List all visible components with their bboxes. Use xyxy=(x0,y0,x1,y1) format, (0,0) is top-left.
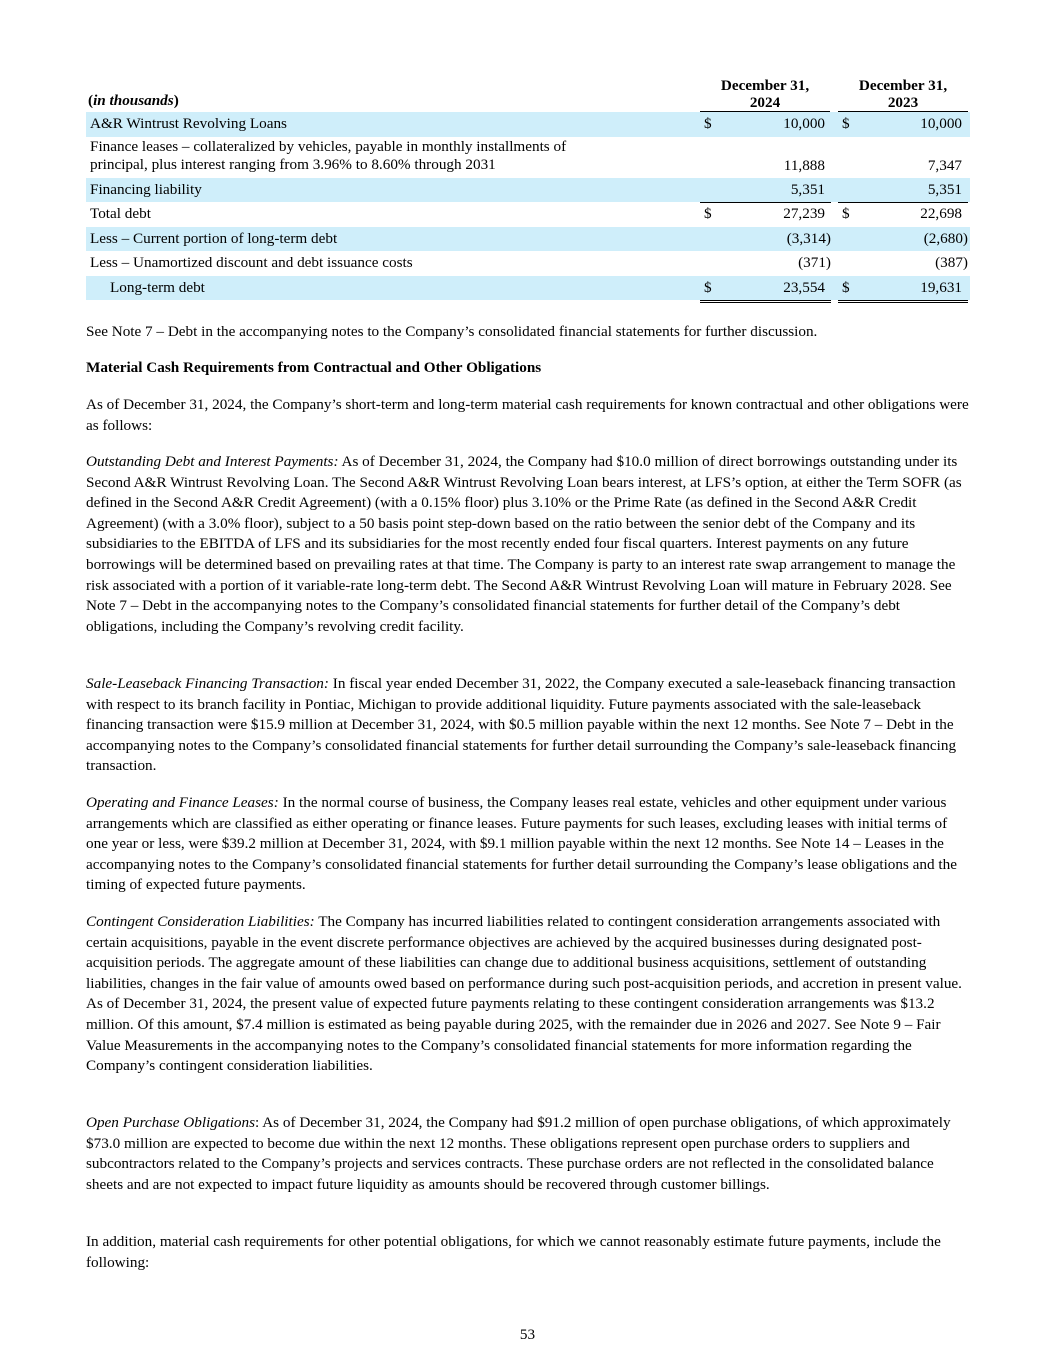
table-row xyxy=(86,178,970,203)
debt-table xyxy=(86,74,970,300)
value-2023: (2,680) xyxy=(923,229,968,247)
col-header-2023: December 31, 2023 xyxy=(838,77,968,112)
row-label: Long-term debt xyxy=(110,278,205,296)
paragraph-open-purchase: Open Purchase Obligations: As of December 31, 2024, the Company had $91.2 million of open purchase obligations, of which approximately $73.0 million are expected to become due within the next 12 months. These obligations represent open purchase orders to suppliers and subcontractors related to the Company’s projects and services contracts. These purchase orders are not reflected in the consolidated balance sheets and are not expected to impact future liquidity as amounts should be recovered through customer billings. xyxy=(86,1114,951,1193)
row-label: Financing liability xyxy=(90,180,202,198)
closing-paragraph: In addition, material cash requirements for other potential obligations, for which we cannot reasonably estimate future payments, include the following: xyxy=(86,1233,941,1271)
row-label: Finance leases – collateralized by vehicles, payable in monthly installments of principal, plus interest ranging from 3.96% to 8.60% through 2031 xyxy=(90,137,567,173)
table-header xyxy=(86,74,970,112)
table-row: Total debt $ 27,239 $ 22,698 xyxy=(86,202,970,227)
table-row xyxy=(86,251,970,276)
value-2024: 10,000 xyxy=(783,115,825,132)
note-reference: See Note 7 – Debt in the accompanying notes to the Company’s consolidated financial statements for further discussion. xyxy=(86,323,818,340)
value-2023: (387) xyxy=(935,254,968,271)
value-2024: (3,314) xyxy=(786,229,831,247)
paragraph-sale-leaseback: Sale-Leaseback Financing Transaction: In fiscal year ended December 31, 2022, the Company executed a sale-leaseback financing transaction with respect to its branch facility in Pontiac, Michigan to provide additional liquidity. Future payments associated with the sale-leaseback financing transaction were $15.9 million at December 31, 2024, with $0.5 million payable within the next 12 months. See Note 7 – Debt in the accompanying notes to the Company’s consolidated financial statements for further detail surrounding the Company’s sale-leaseback financing transaction. xyxy=(86,675,957,775)
intro-paragraph: As of December 31, 2024, the Company’s short-term and long-term material cash requirements for known contractual and other obligations were as follows: xyxy=(86,396,969,434)
value-2023: 10,000 xyxy=(920,115,962,132)
value-2023: 7,347 xyxy=(927,156,962,174)
value-2024: 27,239 xyxy=(783,205,825,222)
row-label: Less – Current portion of long-term debt xyxy=(90,229,338,247)
section-heading: Material Cash Requirements from Contractual and Other Obligations xyxy=(86,359,542,376)
value-2024: 23,554 xyxy=(783,278,825,296)
value-2023: 5,351 xyxy=(927,180,962,198)
value-2024: 5,351 xyxy=(790,180,825,198)
table-row xyxy=(86,227,970,252)
value-2024: 11,888 xyxy=(783,156,825,174)
table-row: Long-term debt $ 23,554 $ 19,631 xyxy=(86,276,970,301)
row-label: A&R Wintrust Revolving Loans xyxy=(90,115,287,132)
table-row: A&R Wintrust Revolving Loans $ 10,000 $ 10,000 xyxy=(86,112,970,137)
row-label: Total debt xyxy=(90,205,151,222)
paragraph-debt-interest: Outstanding Debt and Interest Payments: As of December 31, 2024, the Company had $10.0 million of direct borrowings outstanding under its Second A&R Wintrust Revolving Loan. The Second A&R Wintrust Revolving Loan bears interest, at LFS’s option, at either the Term SOFR (as defined in the Second A&R Credit Agreement) (with a 0.15% floor) plus 3.10% or the Prime Rate (as defined in the Second A&R Credit Agreement) (with a 3.0% floor), subject to a 50 basis point step-down based on the ratio between the senior debt of the Company and its subsidiaries to the EBITDA of LFS and its subsidiaries for the most recently ended four fiscal quarters. Interest payments on any future borrowings will be determined based on prevailing rates at that time. The Company is party to an interest rate swap arrangement to manage the risk associated with a portion of it variable-rate long-term debt. The Second A&R Wintrust Revolving Loan will mature in February 2028. See Note 7 – Debt in the accompanying notes to the Company’s consolidated financial statements for further detail of the Company’s debt obligations, including the Company’s revolving credit facility. xyxy=(86,453,962,635)
value-2024: (371) xyxy=(798,254,831,271)
units-label: (in thousands) xyxy=(88,92,179,110)
value-2023: 19,631 xyxy=(920,278,962,296)
value-2023: 22,698 xyxy=(920,205,962,222)
col-header-2024: December 31, 2024 xyxy=(700,77,830,112)
paragraph-leases: Operating and Finance Leases: In the normal course of business, the Company leases real estate, vehicles and other equipment under various arrangements which are classified as either operating or finance leases. Future payments for such leases, excluding leases with initial terms of one year or less, were $39.2 million at December 31, 2024, with $9.1 million payable within the next 12 months. See Note 14 – Leases in the accompanying notes to the Company’s consolidated financial statements for further detail surrounding the Company’s lease obligations and the timing of expected future payments. xyxy=(86,794,957,894)
row-label: Less – Unamortized discount and debt issuance costs xyxy=(90,254,413,271)
page-number: 53 xyxy=(519,1326,536,1343)
table-row xyxy=(86,137,970,178)
paragraph-contingent-consideration: Contingent Consideration Liabilities: The Company has incurred liabilities related to contingent consideration arrangements associated with certain acquisitions, payable in the event discrete performance objectives are achieved by the acquired businesses during designated post-acquisition periods. The aggregate amount of these liabilities can change due to additional business acquisitions, settlement of outstanding liabilities, changes in the fair value of amounts owed based on performance during such post-acquisition periods, and accretion in present value. As of December 31, 2024, the present value of expected future payments relating to these contingent consideration arrangements was $13.2 million. Of this amount, $7.4 million is estimated as being payable during 2025, with the remainder due in 2026 and 2027. See Note 9 – Fair Value Measurements in the accompanying notes to the Company’s consolidated financial statements for more information regarding the Company’s contingent consideration liabilities. xyxy=(86,913,962,1075)
